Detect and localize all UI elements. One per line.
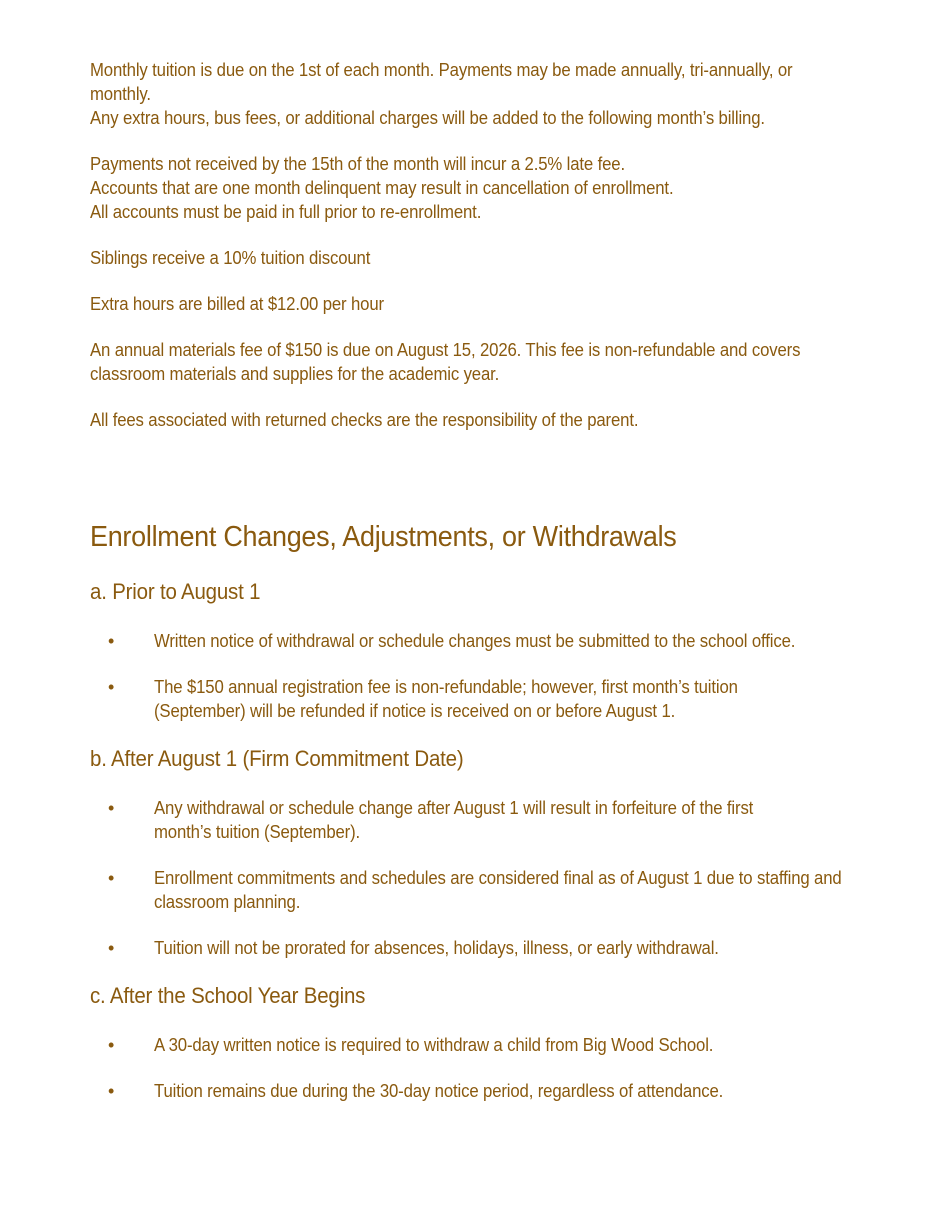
late-fee-paragraph — [90, 152, 870, 224]
returned-checks-text: All fees associated with returned checks are the responsibility of the parent. — [90, 410, 639, 430]
siblings-discount-text: Siblings receive a 10% tuition discount — [90, 248, 371, 268]
list-item — [90, 936, 914, 960]
bullet-icon: • — [108, 1035, 115, 1055]
list-item — [90, 675, 914, 723]
document-page — [90, 58, 870, 1103]
list-item — [90, 629, 914, 653]
list-item — [90, 1079, 914, 1103]
subsection-after-august — [90, 745, 870, 960]
bullet-icon: • — [108, 1081, 115, 1101]
subsection-heading: a. Prior to August 1 — [90, 579, 261, 604]
subsection-heading: c. After the School Year Begins — [90, 983, 366, 1008]
extra-hours-paragraph — [90, 292, 870, 316]
list-item-text: Tuition will not be prorated for absences, holidays, illness, or early withdrawal. — [154, 938, 719, 958]
re-enrollment-text: All accounts must be paid in full prior to re-enrollment. — [90, 202, 482, 222]
tuition-payment-paragraph — [90, 58, 870, 130]
bullet-list — [90, 796, 870, 960]
late-fee-text: Payments not received by the 15th of the month will incur a 2.5% late fee. — [90, 154, 625, 174]
delinquent-text: Accounts that are one month delinquent may result in cancellation of enrollment. — [90, 178, 674, 198]
extra-charges-text: Any extra hours, bus fees, or additional charges will be added to the following month’s billing. — [90, 108, 765, 128]
subsection-prior-august — [90, 578, 870, 723]
materials-fee-paragraph — [90, 338, 870, 386]
siblings-paragraph — [90, 246, 870, 270]
enrollment-section-title: Enrollment Changes, Adjustments, or Withdrawals — [90, 521, 677, 553]
list-item — [90, 1033, 914, 1057]
subsection-heading: b. After August 1 (Firm Commitment Date) — [90, 746, 464, 771]
bullet-icon: • — [108, 631, 115, 651]
list-item — [90, 796, 914, 844]
list-item-text: Tuition remains due during the 30-day notice period, regardless of attendance. — [154, 1081, 724, 1101]
list-item-text: The $150 annual registration fee is non-refundable; however, first month’s tuition (September) will be refunded if notice is received on or before August 1. — [154, 677, 738, 721]
list-item-text: A 30-day written notice is required to withdraw a child from Big Wood School. — [154, 1035, 714, 1055]
bullet-icon: • — [108, 868, 115, 888]
list-item-text: Any withdrawal or schedule change after August 1 will result in forfeiture of the first month’s tuition (September). — [154, 798, 754, 842]
bullet-list — [90, 1033, 870, 1103]
materials-fee-text: An annual materials fee of $150 is due on August 15, 2026. This fee is non-refundable and covers classroom materials and supplies for the academic year. — [90, 340, 801, 384]
bullet-icon: • — [108, 677, 115, 697]
list-item-text: Written notice of withdrawal or schedule changes must be submitted to the school office. — [154, 631, 796, 651]
list-item — [90, 866, 914, 914]
returned-checks-paragraph — [90, 408, 870, 432]
bullet-icon: • — [108, 938, 115, 958]
subsection-school-year — [90, 982, 870, 1103]
bullet-icon: • — [108, 798, 115, 818]
bullet-list — [90, 629, 870, 723]
enrollment-section — [90, 520, 870, 1103]
extra-hours-text: Extra hours are billed at $12.00 per hour — [90, 294, 384, 314]
tuition-due-text: Monthly tuition is due on the 1st of each month. Payments may be made annually, tri-annually, or monthly. — [90, 60, 793, 104]
list-item-text: Enrollment commitments and schedules are considered final as of August 1 due to staffing and classroom planning. — [154, 868, 842, 912]
